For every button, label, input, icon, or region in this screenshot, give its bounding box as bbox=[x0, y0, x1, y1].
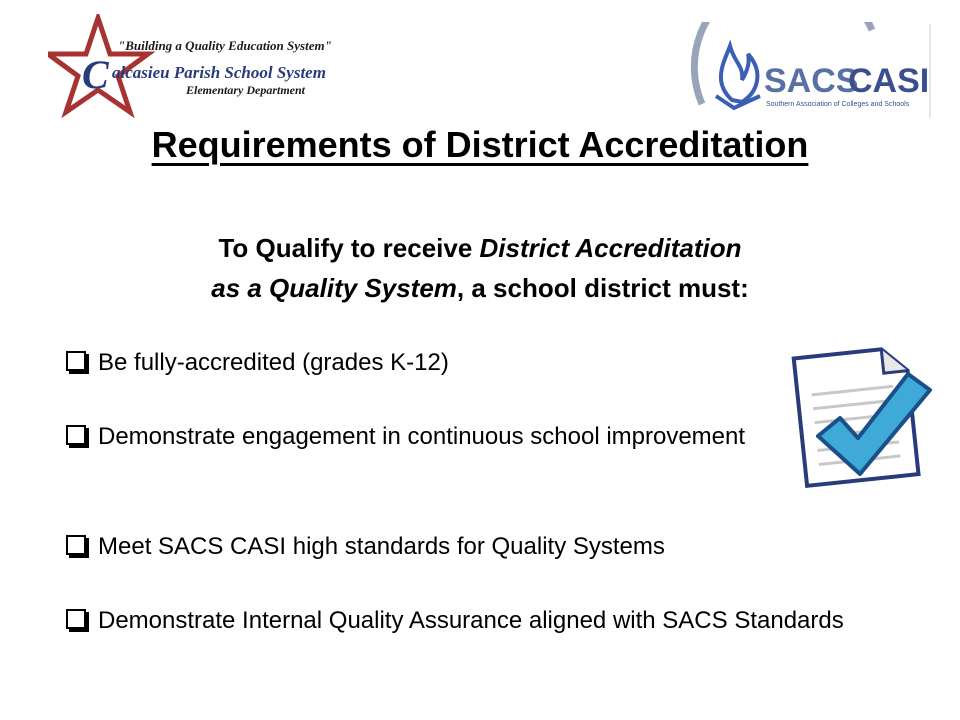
list-item bbox=[64, 424, 854, 450]
list-item-text: Meet SACS CASI high standards for Quality Systems bbox=[98, 533, 665, 560]
calcasieu-logo bbox=[48, 14, 348, 118]
list-item-text: Demonstrate Internal Quality Assurance aligned with SACS Standards bbox=[98, 607, 844, 634]
subtitle-emphasis: as a Quality System bbox=[211, 273, 457, 303]
list-item bbox=[64, 608, 960, 634]
checkbox-bullet-icon bbox=[66, 535, 86, 555]
logo-subtitle: Southern Association of Colleges and Schools bbox=[766, 101, 910, 108]
logo-casi: CASI bbox=[848, 62, 930, 100]
logo-department: Elementary Department bbox=[186, 83, 305, 97]
flame-icon bbox=[721, 46, 757, 102]
page-title: Requirements of District Accreditation bbox=[151, 124, 809, 165]
list-item-text: Demonstrate engagement in continuous school improvement bbox=[98, 423, 746, 450]
logo-tagline: "Building a Quality Education System" bbox=[118, 38, 332, 53]
subtitle-text: To Qualify to receive bbox=[218, 233, 480, 263]
sacscasi-logo bbox=[672, 22, 934, 120]
page-subtitle bbox=[0, 228, 960, 308]
subtitle-text: , a school district must: bbox=[456, 273, 749, 303]
checkbox-bullet-icon bbox=[66, 351, 86, 371]
subtitle-line-2 bbox=[0, 268, 960, 308]
list-item-text: Be fully-accredited (grades K-12) bbox=[98, 349, 449, 376]
logo-name: alcasieu Parish School System bbox=[112, 63, 326, 82]
checkbox-bullet-icon bbox=[66, 609, 86, 629]
logo-initial: C bbox=[82, 52, 109, 97]
list-item bbox=[64, 534, 954, 560]
subtitle-emphasis: District Accreditation bbox=[479, 233, 742, 263]
checkbox-bullet-icon bbox=[66, 425, 86, 445]
logo-sacs: SACS bbox=[764, 62, 859, 100]
document-checkmark-icon bbox=[784, 340, 934, 490]
subtitle-line-1 bbox=[0, 228, 960, 268]
